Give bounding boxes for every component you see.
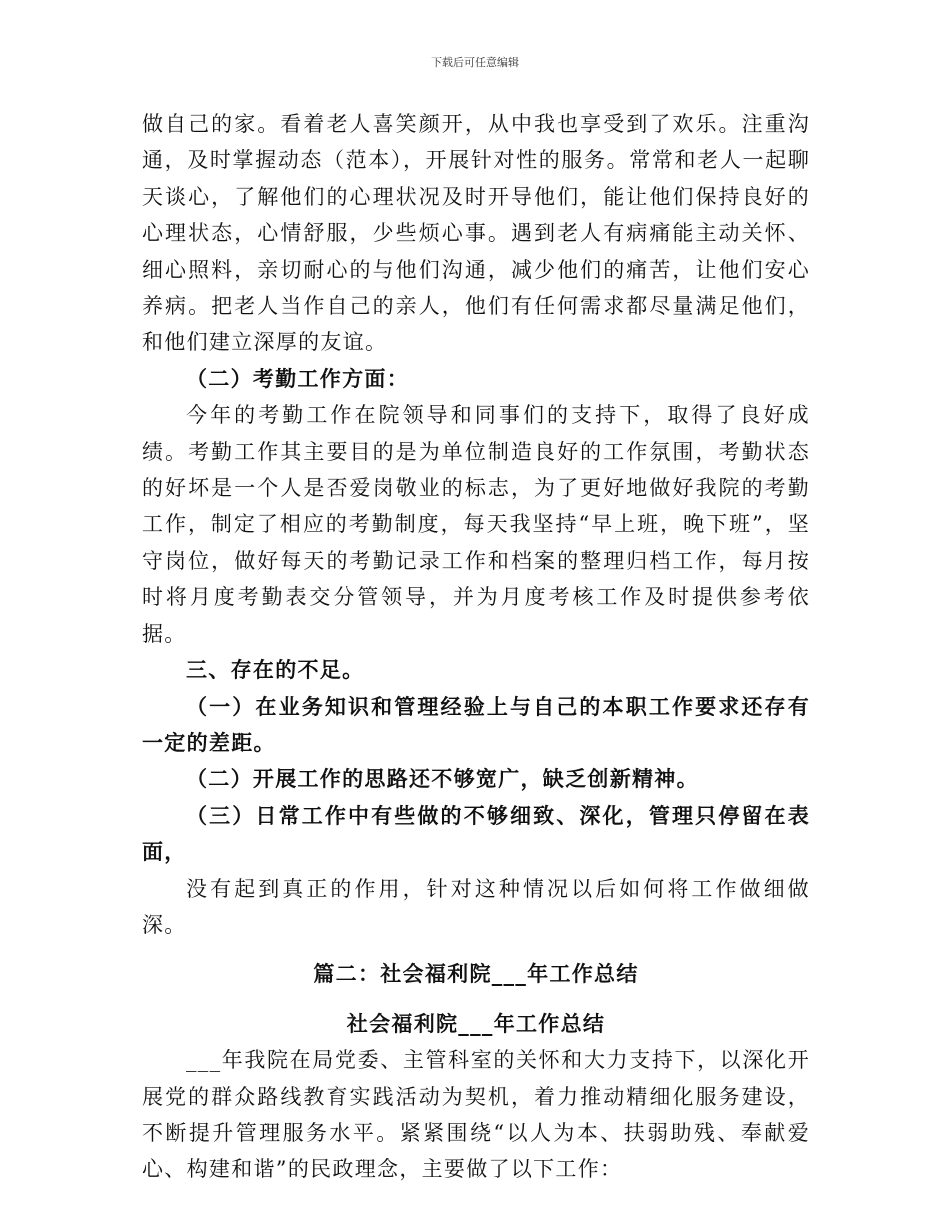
document-body bbox=[142, 106, 810, 1188]
page-header: 下载后可任意编辑 bbox=[431, 56, 519, 69]
shortcoming-3: （三）日常工作中有些做的不够细致、深化，管理只停留在表面， bbox=[142, 802, 810, 865]
section-title-part2: 篇二：社会福利院___年工作总结 bbox=[313, 961, 639, 987]
paragraph-intro: ___年我院在局党委、主管科室的关怀和大力支持下，以深化开展党的群众路线教育实践活动为契机，着力推动精细化服务建设，不断提升管理服务水平。紧紧围绕“以人为本、扶弱助残、奉献爱心、构建和谐”的民政理念，主要做了以下工作： bbox=[142, 1048, 810, 1182]
paragraph-attendance: 今年的考勤工作在院领导和同事们的支持下，取得了良好成绩。考勤工作其主要目的是为单位制造良好的工作氛围，考勤状态的好坏是一个人是否爱岗敬业的标志，为了更好地做好我院的考勤工作，制定了相应的考勤制度，每天我坚持“早上班，晚下班”，坚守岗位，做好每天的考勤记录工作和档案的整理归档工作，每月按时将月度考勤表交分管领导，并为月度考核工作及时提供参考依据。 bbox=[142, 403, 810, 646]
shortcoming-1: （一）在业务知识和管理经验上与自己的本职工作要求还存有一定的差距。 bbox=[142, 693, 810, 755]
paragraph-shortcoming-3-cont: 没有起到真正的作用，针对这种情况以后如何将工作做细做深。 bbox=[142, 876, 810, 937]
heading-shortcomings: 三、存在的不足。 bbox=[186, 657, 365, 683]
paragraph-elderly-care: 做自己的家。看着老人喜笑颜开，从中我也享受到了欢乐。注重沟通，及时掌握动态（范本），开展针对性的服务。常常和老人一起聊天谈心，了解他们的心理状况及时开导他们，能让他们保持良好的心理状态，心情舒服，少些烦心事。遇到老人有病痛能主动关怀、细心照料，亲切耐心的与他们沟通，减少他们的痛苦，让他们安心养病。把老人当作自己的亲人，他们有任何需求都尽量满足他们，和他们建立深厚的友谊。 bbox=[142, 112, 810, 355]
document-title: 社会福利院___年工作总结 bbox=[346, 1010, 606, 1036]
shortcoming-2: （二）开展工作的思路还不够宽广，缺乏创新精神。 bbox=[186, 766, 699, 792]
heading-attendance: （二）考勤工作方面： bbox=[186, 365, 409, 391]
